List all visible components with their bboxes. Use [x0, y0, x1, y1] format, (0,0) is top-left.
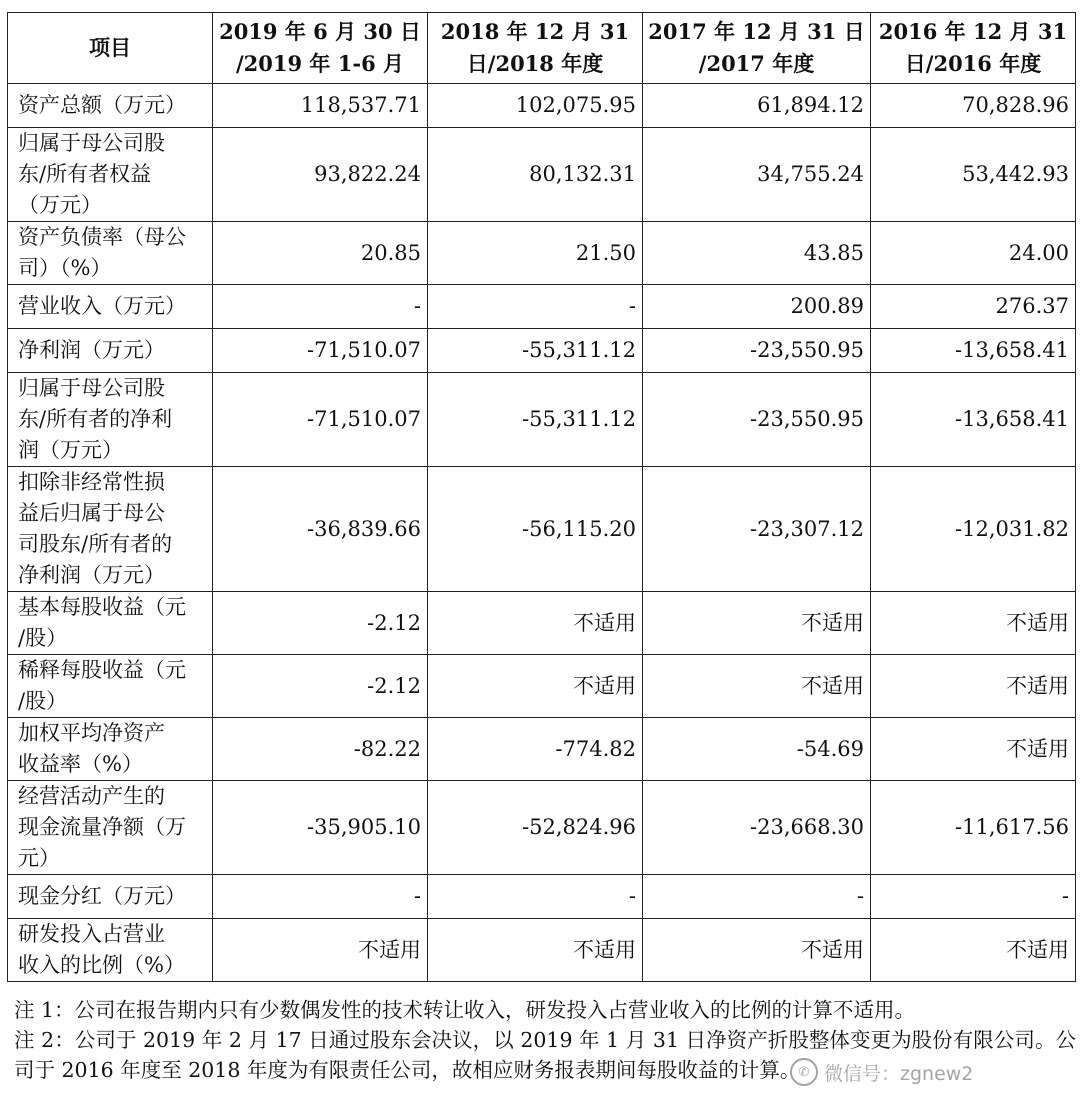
item-line: /股） [18, 689, 68, 713]
row-value-cell: 不适用 [871, 655, 1076, 718]
row-value-cell: -71,510.07 [213, 373, 428, 467]
row-item-label [8, 467, 213, 592]
row-value-cell: - [428, 875, 643, 919]
table-row [8, 329, 1076, 373]
footnote-2: 注 2：公司于 2019 年 2 月 17 日通过股东会决议，以 2019 年 1 月 31 日净资产折股整体变更为股份有限公司。公司于 2016 年度至 2018 年度为有限责任公司，故相应财务报表期间每股收益的计算。 [14, 1028, 1076, 1082]
item-line: 润（万元） [18, 438, 123, 462]
row-value-cell: -23,550.95 [643, 373, 871, 467]
item-line: 现金分红（万元） [18, 884, 186, 908]
row-value-cell: -54.69 [643, 718, 871, 781]
row-value-cell: 不适用 [643, 592, 871, 655]
item-line: 现金流量净额（万 [18, 815, 186, 839]
item-line: 司股东/所有者的 [18, 532, 173, 556]
header-line: 日/2016 年度 [904, 51, 1042, 76]
row-value-cell: - [213, 285, 428, 329]
watermark [790, 1058, 973, 1086]
row-value-cell: 102,075.95 [428, 84, 643, 128]
table-row [8, 128, 1076, 222]
table-row [8, 875, 1076, 919]
item-line: 基本每股收益（元 [18, 595, 186, 619]
item-line: 研发投入占营业 [18, 922, 165, 946]
row-value-cell: -36,839.66 [213, 467, 428, 592]
row-item-label [8, 718, 213, 781]
table-row [8, 718, 1076, 781]
item-line: 净利润（万元） [18, 563, 165, 587]
row-item-label [8, 781, 213, 875]
row-value-cell: 不适用 [428, 592, 643, 655]
item-line: 稀释每股收益（元 [18, 658, 186, 682]
row-value-cell: -55,311.12 [428, 329, 643, 373]
row-value-cell: 不适用 [871, 718, 1076, 781]
row-value-cell: 93,822.24 [213, 128, 428, 222]
row-value-cell: 53,442.93 [871, 128, 1076, 222]
row-value-cell: -52,824.96 [428, 781, 643, 875]
table-row [8, 222, 1076, 285]
table-row [8, 919, 1076, 982]
table-row [8, 781, 1076, 875]
row-value-cell: 80,132.31 [428, 128, 643, 222]
item-line: 东/所有者的净利 [18, 407, 173, 431]
row-value-cell: -13,658.41 [871, 373, 1076, 467]
row-item-label [8, 84, 213, 128]
table-header-row [8, 13, 1076, 84]
row-value-cell: -82.22 [213, 718, 428, 781]
row-value-cell: -12,031.82 [871, 467, 1076, 592]
row-value-cell: -11,617.56 [871, 781, 1076, 875]
row-value-cell: -55,311.12 [428, 373, 643, 467]
row-value-cell: 118,537.71 [213, 84, 428, 128]
table-row [8, 592, 1076, 655]
row-item-label [8, 373, 213, 467]
row-item-label [8, 128, 213, 222]
table-row [8, 84, 1076, 128]
row-value-cell: - [871, 875, 1076, 919]
row-value-cell: -2.12 [213, 592, 428, 655]
header-line: 日/2018 年度 [466, 51, 604, 76]
header-line: 2016 年 12 月 31 [878, 19, 1068, 44]
row-item-label [8, 329, 213, 373]
row-value-cell: 70,828.96 [871, 84, 1076, 128]
row-value-cell: 不适用 [428, 919, 643, 982]
header-line: /2017 年度 [698, 51, 815, 76]
row-value-cell: 不适用 [871, 919, 1076, 982]
table-body [8, 84, 1076, 982]
row-value-cell: 不适用 [213, 919, 428, 982]
item-line: 收入的比例（%） [18, 953, 185, 977]
item-line: 收益率（%） [18, 752, 143, 776]
item-line: 经营活动产生的 [18, 784, 165, 808]
row-value-cell: 不适用 [643, 919, 871, 982]
row-value-cell: 200.89 [643, 285, 871, 329]
row-item-label [8, 222, 213, 285]
row-value-cell: 不适用 [643, 655, 871, 718]
row-value-cell: -56,115.20 [428, 467, 643, 592]
watermark-text: 微信号：zgnew2 [824, 1062, 974, 1085]
row-value-cell: -23,307.12 [643, 467, 871, 592]
item-line: （万元） [18, 193, 102, 217]
row-value-cell: 不适用 [428, 655, 643, 718]
table-row [8, 373, 1076, 467]
header-2019h1 [213, 13, 428, 84]
item-line: 扣除非经常性损 [18, 470, 165, 494]
row-item-label [8, 285, 213, 329]
item-line: 益后归属于母公 [18, 501, 165, 525]
row-value-cell: 276.37 [871, 285, 1076, 329]
item-line: 东/所有者权益 [18, 162, 152, 186]
financial-summary-table [7, 12, 1076, 982]
item-line: 司）（%） [18, 256, 112, 280]
row-value-cell: 不适用 [871, 592, 1076, 655]
item-line: /股） [18, 626, 68, 650]
row-value-cell: -23,550.95 [643, 329, 871, 373]
row-value-cell: -23,668.30 [643, 781, 871, 875]
row-value-cell: 20.85 [213, 222, 428, 285]
item-line: 归属于母公司股 [18, 376, 165, 400]
item-line: 营业收入（万元） [18, 294, 186, 318]
row-value-cell: 21.50 [428, 222, 643, 285]
row-item-label [8, 592, 213, 655]
row-value-cell: -71,510.07 [213, 329, 428, 373]
header-2017 [643, 13, 871, 84]
item-line: 元） [18, 846, 60, 870]
header-item [8, 13, 213, 84]
row-item-label [8, 919, 213, 982]
row-value-cell: -13,658.41 [871, 329, 1076, 373]
row-value-cell: - [213, 875, 428, 919]
header-line: /2019 年 1-6 月 [236, 51, 404, 76]
item-line: 归属于母公司股 [18, 131, 165, 155]
header-2016 [871, 13, 1076, 84]
header-line: 2019 年 6 月 30 日 [219, 19, 421, 44]
row-item-label [8, 875, 213, 919]
header-line: 项目 [89, 35, 131, 60]
table-row [8, 467, 1076, 592]
row-value-cell: -2.12 [213, 655, 428, 718]
table-row [8, 655, 1076, 718]
row-value-cell: 43.85 [643, 222, 871, 285]
item-line: 资产负债率（母公 [18, 225, 186, 249]
header-2018 [428, 13, 643, 84]
row-value-cell: 34,755.24 [643, 128, 871, 222]
row-value-cell: 24.00 [871, 222, 1076, 285]
item-line: 净利润（万元） [18, 338, 165, 362]
item-line: 加权平均净资产 [18, 721, 165, 745]
wechat-icon: ✆ [790, 1058, 818, 1086]
header-line: 2018 年 12 月 31 [440, 19, 630, 44]
footnote-1: 注 1：公司在报告期内只有少数偶发性的技术转让收入，研发投入占营业收入的比例的计算不适用。 [14, 998, 916, 1022]
item-line: 资产总额（万元） [18, 93, 186, 117]
header-line: 2017 年 12 月 31 日 [648, 19, 865, 44]
row-value-cell: - [643, 875, 871, 919]
row-value-cell: 61,894.12 [643, 84, 871, 128]
row-item-label [8, 655, 213, 718]
row-value-cell: -35,905.10 [213, 781, 428, 875]
row-value-cell: - [428, 285, 643, 329]
table-row [8, 285, 1076, 329]
row-value-cell: -774.82 [428, 718, 643, 781]
